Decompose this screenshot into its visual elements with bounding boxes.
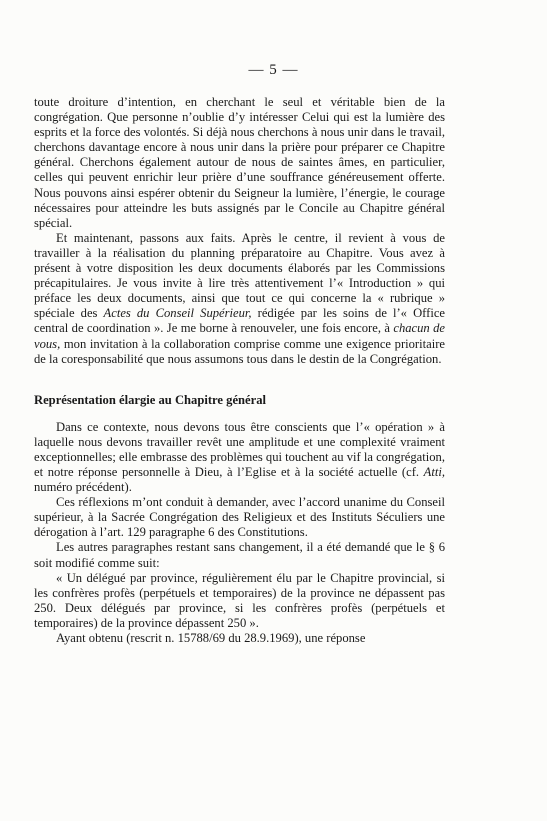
paragraph-5: Les autres paragraphes restant sans changement, il a été demandé que le § 6 soit modifié comme suit: [34,540,445,570]
p2-text-e: mon invitation à la collaboration comprise comme une exigence prioritaire de la coresponsabilité que nous assumons tous dans le destin de la Congrégation. [34,336,445,366]
page-number: — 5 — [248,62,299,78]
p3-text-a: Dans ce contexte, nous devons tous être conscients que l’« opération » à laquelle nous devons travailler revêt une amplitude et une complexité vraiment exceptionnelles; elle embrasse des problèmes qui touchent au vif la congrégation, et notre réponse personnelle à Dieu, à l’Eglise et à la société actuelle (cf. [34,419,445,479]
paragraph-4: Ces réflexions m’ont conduit à demander, avec l’accord unanime du Conseil supérieur, à la Sacrée Congrégation des Religieux et des Instituts Séculiers une dérogation à l’art. 129 paragraphe 6 des Constitutions. [34,495,445,540]
p2-italic-actes: Actes du Conseil Supérieur, [103,306,252,321]
paragraph-7: Ayant obtenu (rescrit n. 15788/69 du 28.9.1969), une réponse [56,631,366,645]
p2-italic-chacun: chacun de vous, [34,321,446,351]
section-heading: Représentation élargie au Chapitre général [34,392,267,407]
paragraph-6-quote: « Un délégué par province, régulièrement élu par le Chapitre provincial, si les confrères profès (perpétuels et temporaires) de la province ne dépassent pas 250. Deux délégués par province, si les confrères profès (perpétuels et temporaires) de la province dépassent 250 ». [34,570,445,630]
body-text [34,95,445,646]
p3-text-c: numéro précédent). [34,480,132,495]
p3-italic-atti: Atti, [423,464,445,479]
p2-text-c: rédigée par les soins de l’« Office central de coordination ». Je me borne à renouveler, une fois encore, à [34,306,446,336]
paragraph-1: toute droiture d’intention, en cherchant le seul et véritable bien de la congrégation. Que personne n’oublie d’y intéresser Celui qui est la lumière des esprits et la force des volontés. Si déjà nous cherchons à nous unir dans le travail, cherchons davantage encore à nous unir dans la prière pour préparer ce Chapitre général. Cherchons également autour de nous de saintes âmes, en particulier, celles qui peuvent enrichir leur prière d’une souffrance généreusement offerte. Nous pouvons ainsi espérer obtenir du Seigneur la lumière, l’énergie, le courage nécessaires pour atteindre les buts assignés par le Concile au Chapitre général spécial. [34,95,445,230]
paragraph-2 [34,231,445,367]
p2-text-a: Et maintenant, passons aux faits. Après le centre, il revient à vous de travailler à la réalisation du planning préparatoire au Chapitre. Vous avez à présent à votre disposition les deux documents élaborés par les Commissions précapitulaires. Je vous invite à lire très attentivement l’« Introduction » qui préface les deux documents, ainsi que tout ce qui concerne la « rubrique » spéciale des [34,230,445,321]
paragraph-3 [34,420,445,495]
